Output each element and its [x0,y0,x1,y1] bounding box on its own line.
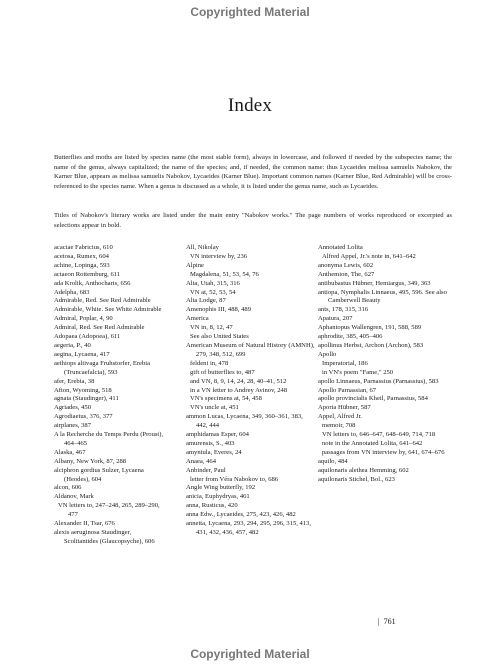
index-entry: afer, Erebia, 38 [54,377,95,385]
index-entry: Adelpha, 683 [54,288,90,296]
index-entry: antibubastus Hübner, Hemiargus, 349, 363 [318,279,431,287]
index-entry: alciphron gordius Sulzer, Lycaena (Heodes), 604 [54,466,144,483]
index-subentry: in VN's poem "Fame," 250 [322,368,394,376]
index-column-3 [318,244,453,484]
copyright-banner-bottom: Copyrighted Material [190,647,310,661]
index-entry: Alaska, 467 [54,448,86,456]
index-entry: Anbinder, Paul [186,466,226,474]
index-subentry: VN letters to, 646–647, 648–649, 714, 718 [322,431,436,439]
index-entry: acetosa, Rumex, 604 [54,252,109,260]
index-entry: airplanes, 387 [54,422,91,430]
index-entry: anna, Rusticus, 420 [186,502,238,510]
index-subentry: VN's specimens at, 54, 458 [190,395,262,403]
index-entry: amphidamas Esper, 604 [186,431,249,439]
index-entry: Anthemion, The, 627 [318,270,375,278]
intro-paragraph: Titles of Nabokov's literary works are listed under the main entry "Nabokov works." The page numbers of works reproduced or excerpted as selections appear in bold. [54,212,452,229]
index-entry: ada Krolik, Anthocharis, 656 [54,279,131,287]
index-entry: ammon Lucas, Lycaena, 349, 360–361, 383, 442, 444 [186,413,303,430]
index-entry: actaeon Rottemburg, 611 [54,270,121,278]
index-subentry: See also United States [190,333,249,341]
index-entry: Admiral, Poplar, 4, 90 [54,315,113,323]
index-entry: A la Recherche du Temps Perdu (Proust), 464–465 [54,431,164,447]
index-entry: Amenophis III, 488, 489 [186,306,252,314]
index-entry: alcon, 606 [54,484,82,492]
index-entry: Agrodiaetus, 376, 377 [54,413,113,421]
index-entry: Alexander II, Tsar, 676 [54,520,115,528]
index-subentry: letter from Véra Nabokov to, 686 [190,475,279,483]
index-entry: anonyma Lewis, 602 [318,261,374,269]
intro-paragraph: Butterflies and moths are listed by species name (the most stable form), always in lowercase, and followed if needed by the subspecies name; the name of the genus, always capitalized; the name of the species; and, if needed, the common name: thus Lycaeides melissa samuelis Nabokov, the Karner Blue, appears as melissa samuelis Nabokov, Lycaeides (Karner Blue). Important common names (Karner Blue, Red Admirable) will be cross-referenced to the species name. When a genus is discussed as a whole, it is listed under the genus name, such as Lycaeides. [54,154,452,190]
index-subentry: in a VN letter to Andrey Avinov, 248 [190,386,288,394]
index-entry: apollinus Herbst, Archon (Archon), 583 [318,341,424,349]
index-subentry: note in the Annotated Lolita, 641–642 [322,439,423,447]
index-entry: Annotated Lolita [318,244,363,251]
index-entry: Aphantopus Wallengren, 191, 588, 589 [318,324,422,332]
index-entry: Albany, New York, 87, 288 [54,457,127,465]
index-entry: America [186,315,209,323]
index-entry: Agriades, 450 [54,404,91,412]
index-entry: Adopaea (Adopoea), 611 [54,333,121,341]
index-entry: Apatura, 207 [318,315,353,323]
index-subentry: Magdalena, 51, 53, 54, 76 [190,270,259,278]
index-entry: All, Nikolay [186,244,219,251]
index-entry: antiopa, Nymphalis Linnaeus, 495, 596. See also Camberwell Beauty [318,288,447,305]
index-entry: ants, 178, 315, 316 [318,306,369,314]
index-entry: Aldanov, Mark [54,493,94,501]
index-entry: aquilo, 484 [318,457,348,465]
index-subentry: VN interview by, 236 [190,252,248,260]
index-entry: achine, Lopinga, 593 [54,261,110,269]
index-entry: annetta, Lycaena, 293, 294, 295, 296, 315, 413, 431, 432, 436, 457, 482 [186,520,312,536]
index-entry: Anaea, 464 [186,457,217,465]
index-entry: aethiops altivaga Fruhstorfer, Erebia (Truncaefalcia), 593 [54,359,151,376]
page-number: | 761 [378,617,396,626]
index-entry: Aporia Hübner, 587 [318,404,371,412]
index-subentry: gift of butterflies to, 487 [190,368,255,376]
index-column-2 [186,244,316,538]
index-entry: Alpine [186,261,204,269]
index-column-1 [54,244,164,547]
index-entry: apollo Linnaeus, Parnassius (Parnassius), 583 [318,377,439,385]
index-entry: aquilonaris Stichel, Bol., 623 [318,475,395,483]
index-subentry: VN's uncle at, 451 [190,404,239,412]
index-subentry: passages from VN interview by, 641, 674–676 [322,448,445,456]
page-title: Index [227,95,273,116]
index-subentry: Imperatorial, 186 [322,359,368,367]
index-entry: Apollo Parnassian, 67 [318,386,377,394]
copyright-banner-top: Copyrighted Material [190,5,310,19]
index-entry: Alta, Utah, 315, 316 [186,279,240,287]
index-entry: agnata (Staudinger), 411 [54,395,119,403]
index-entry: aquilonaris alethea Hemming, 602 [318,466,409,474]
index-entry: acaciae Fabricius, 610 [54,244,113,251]
index-entry: Admirable, White. See White Admirable [54,306,162,314]
index-entry: Appel, Alfred Jr. [318,413,362,421]
index-subentry: feldeni in, 478 [190,359,229,367]
index-entry: Angle Wing butterfly, 192 [186,484,256,492]
index-subentry: and VN, 8, 9, 14, 24, 28, 40–41, 512 [190,377,287,385]
index-entry: alexis aeruginosa Staudinger, Scolitantides (Glaucopsyche), 606 [54,529,155,545]
index-entry: apollo provincialis Kheil, Parnassius, 584 [318,395,428,403]
index-subentry: VN at, 52, 53, 54 [190,288,236,296]
index-subentry: VN in, 8, 12, 47 [190,324,233,332]
index-entry: Afton, Wyoming, 518 [54,386,112,394]
index-subentry: VN letters to, 247–248, 265, 289–290, 477 [58,502,160,519]
index-entry: anicia, Euphydryas, 461 [186,493,250,501]
index-subentry: Alfred Appel, Jr.'s note in, 641–642 [322,252,416,260]
index-entry: Admirable, Red. See Red Admirable [54,297,151,305]
index-subentry: memoir, 708 [322,422,356,430]
index-entry: Apollo [318,350,337,358]
index-entry: amurensis, S., 403 [186,439,235,447]
index-entry: aphrodite, 385, 405–406 [318,333,383,341]
index-entry: anna Edw., Lycaeides, 275, 423, 426, 482 [186,511,296,519]
index-entry: Admiral, Red. See Red Admirable [54,324,145,332]
index-entry: American Museum of Natural History (AMNH), 279, 348, 512, 699 [186,341,315,358]
index-entry: amyntula, Everes, 24 [186,448,242,456]
index-entry: Alta Lodge, 87 [186,297,226,305]
page-number-value: 761 [383,617,396,626]
index-entry: aegina, Lycaena, 417 [54,350,110,358]
index-entry: aegeria, P., 40 [54,341,91,349]
